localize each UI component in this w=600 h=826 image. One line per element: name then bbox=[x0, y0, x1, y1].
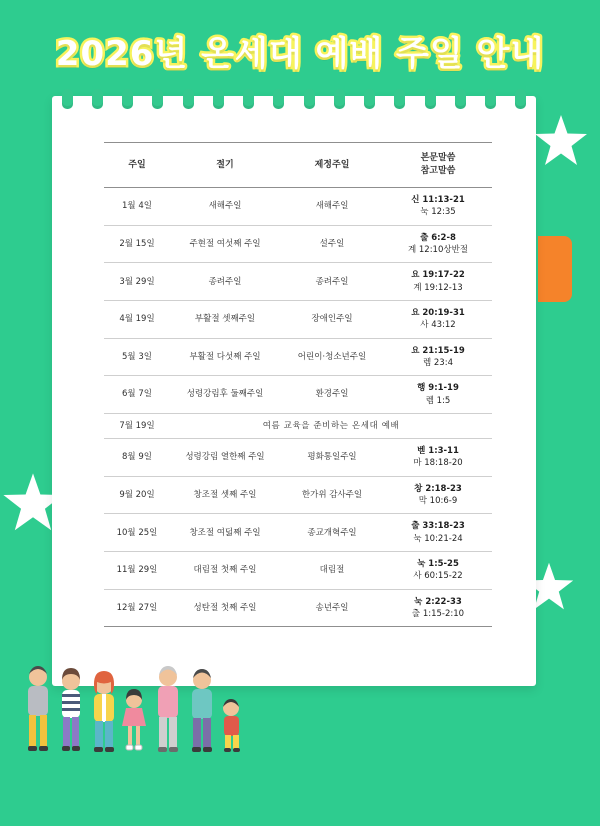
cell-season: 새해주일 bbox=[170, 188, 280, 226]
cell-scripture bbox=[384, 300, 492, 338]
scripture-main: 요 19:17-22 bbox=[411, 270, 465, 281]
cell-named-sunday: 종려주일 bbox=[280, 263, 384, 301]
family-member-3 bbox=[94, 671, 114, 752]
scripture-sub: 렘 23:4 bbox=[422, 357, 453, 368]
cell-scripture bbox=[384, 188, 492, 226]
scripture-main: 눅 1:5-25 bbox=[417, 559, 459, 570]
family-member-4 bbox=[122, 689, 146, 750]
scripture-sub: 막 10:6-9 bbox=[418, 496, 458, 507]
cell-season: 부활절 다섯째 주일 bbox=[170, 338, 280, 376]
table-row bbox=[104, 413, 492, 438]
cell-named-sunday: 종교개혁주일 bbox=[280, 514, 384, 552]
cell-scripture bbox=[384, 552, 492, 590]
family-member-6 bbox=[192, 669, 212, 752]
cell-named-sunday: 새해주일 bbox=[280, 188, 384, 226]
cell-season: 부활절 셋째주일 bbox=[170, 300, 280, 338]
cell-season: 창조절 셋째 주일 bbox=[170, 476, 280, 514]
scripture-sub: 눅 10:21-24 bbox=[413, 533, 463, 544]
table-row bbox=[104, 188, 492, 226]
column-header-scripture bbox=[384, 143, 492, 188]
page-title: 2026년 온세대 예배 주일 안내 bbox=[55, 34, 545, 74]
cell-date: 11월 29일 bbox=[104, 552, 170, 590]
family-member-1 bbox=[28, 666, 48, 751]
scripture-sub: 계 12:10상반절 bbox=[407, 245, 469, 256]
cell-named-sunday: 어린이·청소년주일 bbox=[280, 338, 384, 376]
table-head bbox=[104, 143, 492, 188]
scripture-sub: 계 19:12-13 bbox=[413, 282, 463, 293]
scripture-main: 벧 1:3-11 bbox=[417, 446, 459, 457]
family-illustration bbox=[16, 660, 286, 780]
cell-named-sunday: 설주일 bbox=[280, 225, 384, 263]
table-row bbox=[104, 476, 492, 514]
table-header-row bbox=[104, 143, 492, 188]
column-header-scripture-line2: 참고말씀 bbox=[420, 166, 456, 177]
scripture-sub: 마 18:18-20 bbox=[413, 458, 463, 469]
cell-named-sunday: 대림절 bbox=[280, 552, 384, 590]
cell-scripture bbox=[384, 263, 492, 301]
scripture-sub: 렘 1:5 bbox=[425, 395, 451, 406]
cell-named-sunday: 장애인주일 bbox=[280, 300, 384, 338]
star-decoration-top-right bbox=[532, 112, 590, 170]
cell-scripture bbox=[384, 439, 492, 477]
cell-named-sunday: 환경주일 bbox=[280, 376, 384, 414]
scripture-main: 눅 2:22-33 bbox=[414, 596, 462, 607]
cell-date: 9월 20일 bbox=[104, 476, 170, 514]
cell-named-sunday: 송년주일 bbox=[280, 589, 384, 627]
cell-season: 주현절 여섯째 주일 bbox=[170, 225, 280, 263]
cell-date: 10월 25일 bbox=[104, 514, 170, 552]
column-header-date: 주일 bbox=[104, 143, 170, 188]
scripture-main: 출 6:2-8 bbox=[420, 232, 456, 243]
cell-season: 창조절 여덟째 주일 bbox=[170, 514, 280, 552]
scripture-sub: 사 43:12 bbox=[420, 320, 456, 331]
scripture-main: 신 11:13-21 bbox=[411, 195, 465, 206]
table-row bbox=[104, 589, 492, 627]
table-row bbox=[104, 338, 492, 376]
cell-date: 4월 19일 bbox=[104, 300, 170, 338]
cell-scripture bbox=[384, 514, 492, 552]
table-row bbox=[104, 514, 492, 552]
orange-side-tab bbox=[538, 236, 572, 302]
cell-named-sunday: 한가위 감사주일 bbox=[280, 476, 384, 514]
page-title-container bbox=[0, 26, 600, 75]
column-header-season: 절기 bbox=[170, 143, 280, 188]
cell-date: 3월 29일 bbox=[104, 263, 170, 301]
cell-season: 성령강림 열한째 주일 bbox=[170, 439, 280, 477]
cell-date: 8월 9일 bbox=[104, 439, 170, 477]
cell-date: 1월 4일 bbox=[104, 188, 170, 226]
table-row bbox=[104, 376, 492, 414]
cell-scripture bbox=[384, 338, 492, 376]
scripture-main: 행 9:1-19 bbox=[417, 383, 459, 394]
table-row bbox=[104, 263, 492, 301]
scripture-main: 출 33:18-23 bbox=[411, 521, 465, 532]
cell-scripture bbox=[384, 225, 492, 263]
cell-date: 6월 7일 bbox=[104, 376, 170, 414]
scripture-main: 창 2:18-23 bbox=[414, 483, 462, 494]
schedule-table-container bbox=[104, 142, 492, 627]
table-row bbox=[104, 439, 492, 477]
scripture-main: 요 21:15-19 bbox=[411, 345, 465, 356]
cell-scripture bbox=[384, 589, 492, 627]
family-member-5 bbox=[158, 666, 178, 752]
cell-date: 2월 15일 bbox=[104, 225, 170, 263]
family-member-2 bbox=[62, 668, 80, 751]
scripture-sub: 눅 12:35 bbox=[420, 207, 456, 218]
cell-special-note: 여름 교육을 준비하는 온세대 예배 bbox=[170, 413, 492, 438]
column-header-scripture-line1: 본문말씀 bbox=[420, 153, 456, 163]
cell-season: 대림절 첫째 주일 bbox=[170, 552, 280, 590]
scripture-sub: 출 1:15-2:10 bbox=[411, 608, 465, 619]
family-member-7 bbox=[223, 699, 240, 752]
cell-season: 종려주일 bbox=[170, 263, 280, 301]
column-header-named-sunday: 제정주일 bbox=[280, 143, 384, 188]
scripture-sub: 사 60:15-22 bbox=[413, 571, 463, 582]
table-body bbox=[104, 188, 492, 627]
cell-named-sunday: 평화통일주일 bbox=[280, 439, 384, 477]
scripture-main: 요 20:19-31 bbox=[411, 307, 465, 318]
table-row bbox=[104, 552, 492, 590]
cell-season: 성령강림후 둘째주일 bbox=[170, 376, 280, 414]
table-row bbox=[104, 225, 492, 263]
cell-scripture bbox=[384, 376, 492, 414]
cell-season: 성탄절 첫째 주일 bbox=[170, 589, 280, 627]
cell-date: 5월 3일 bbox=[104, 338, 170, 376]
cell-date: 7월 19일 bbox=[104, 413, 170, 438]
schedule-table bbox=[104, 142, 492, 627]
cell-date: 12월 27일 bbox=[104, 589, 170, 627]
table-row bbox=[104, 300, 492, 338]
cell-scripture bbox=[384, 476, 492, 514]
